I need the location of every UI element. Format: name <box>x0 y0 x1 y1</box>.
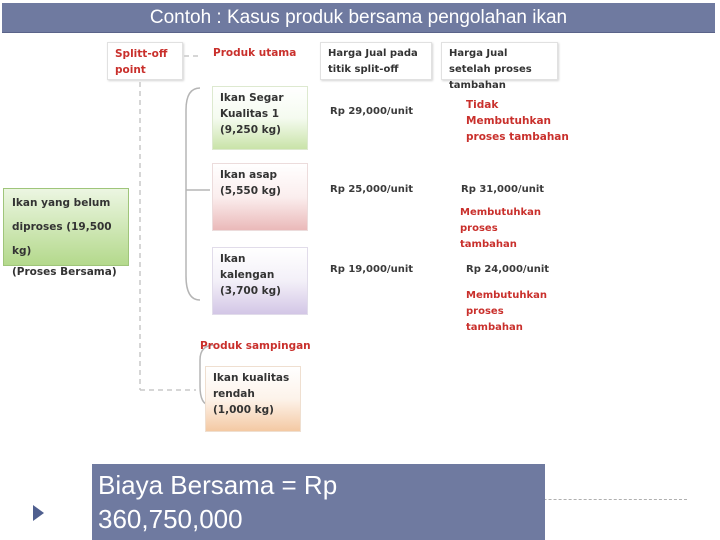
joint-input-line3: kg) <box>12 245 32 257</box>
joint-input-box <box>3 188 129 266</box>
by-product-box-low-grade-fish: Ikan kualitas rendah (1,000 kg) <box>205 366 301 432</box>
split-off-price-header: Harga Jual pada titik split-off <box>320 42 432 80</box>
joint-cost-line1: Biaya Bersama = Rp <box>98 470 338 500</box>
joint-input-line2: diproses (19,500 <box>12 221 112 233</box>
split-off-header: Splitt-off point <box>107 42 183 80</box>
bullet-arrow-icon <box>33 505 44 521</box>
by-products-header: Produk sampingan <box>200 340 311 352</box>
split-off-price-fresh: Rp 29,000/unit <box>330 106 414 117</box>
product-box-canned-fish: Ikan kalengan (3,700 kg) <box>212 247 308 315</box>
after-price-canned: Rp 24,000/unit <box>466 264 550 275</box>
joint-process-label: (Proses Bersama) <box>12 266 117 278</box>
note-smoked: Membutuhkan proses tambahan <box>460 207 541 250</box>
after-price-smoked: Rp 31,000/unit <box>461 184 545 195</box>
split-off-price-canned: Rp 19,000/unit <box>330 264 414 275</box>
product-box-fresh-fish: Ikan Segar Kualitas 1 (9,250 kg) <box>212 86 308 150</box>
note-canned: Membutuhkan proses tambahan <box>466 290 547 333</box>
product-box-smoked-fish: Ikan asap (5,550 kg) <box>212 163 308 231</box>
joint-input-line1: Ikan yang belum <box>12 197 111 209</box>
split-off-price-smoked: Rp 25,000/unit <box>330 184 414 195</box>
joint-cost-box <box>92 464 545 540</box>
after-process-price-header: Harga Jual setelah proses tambahan <box>441 42 558 80</box>
slide-title: Contoh : Kasus produk bersama pengolahan ikan <box>2 3 715 33</box>
main-products-header: Produk utama <box>213 47 297 59</box>
joint-cost-line2: 360,750,000 <box>98 504 243 534</box>
note-fresh: Tidak Membutuhkan proses tambahan <box>466 99 569 143</box>
